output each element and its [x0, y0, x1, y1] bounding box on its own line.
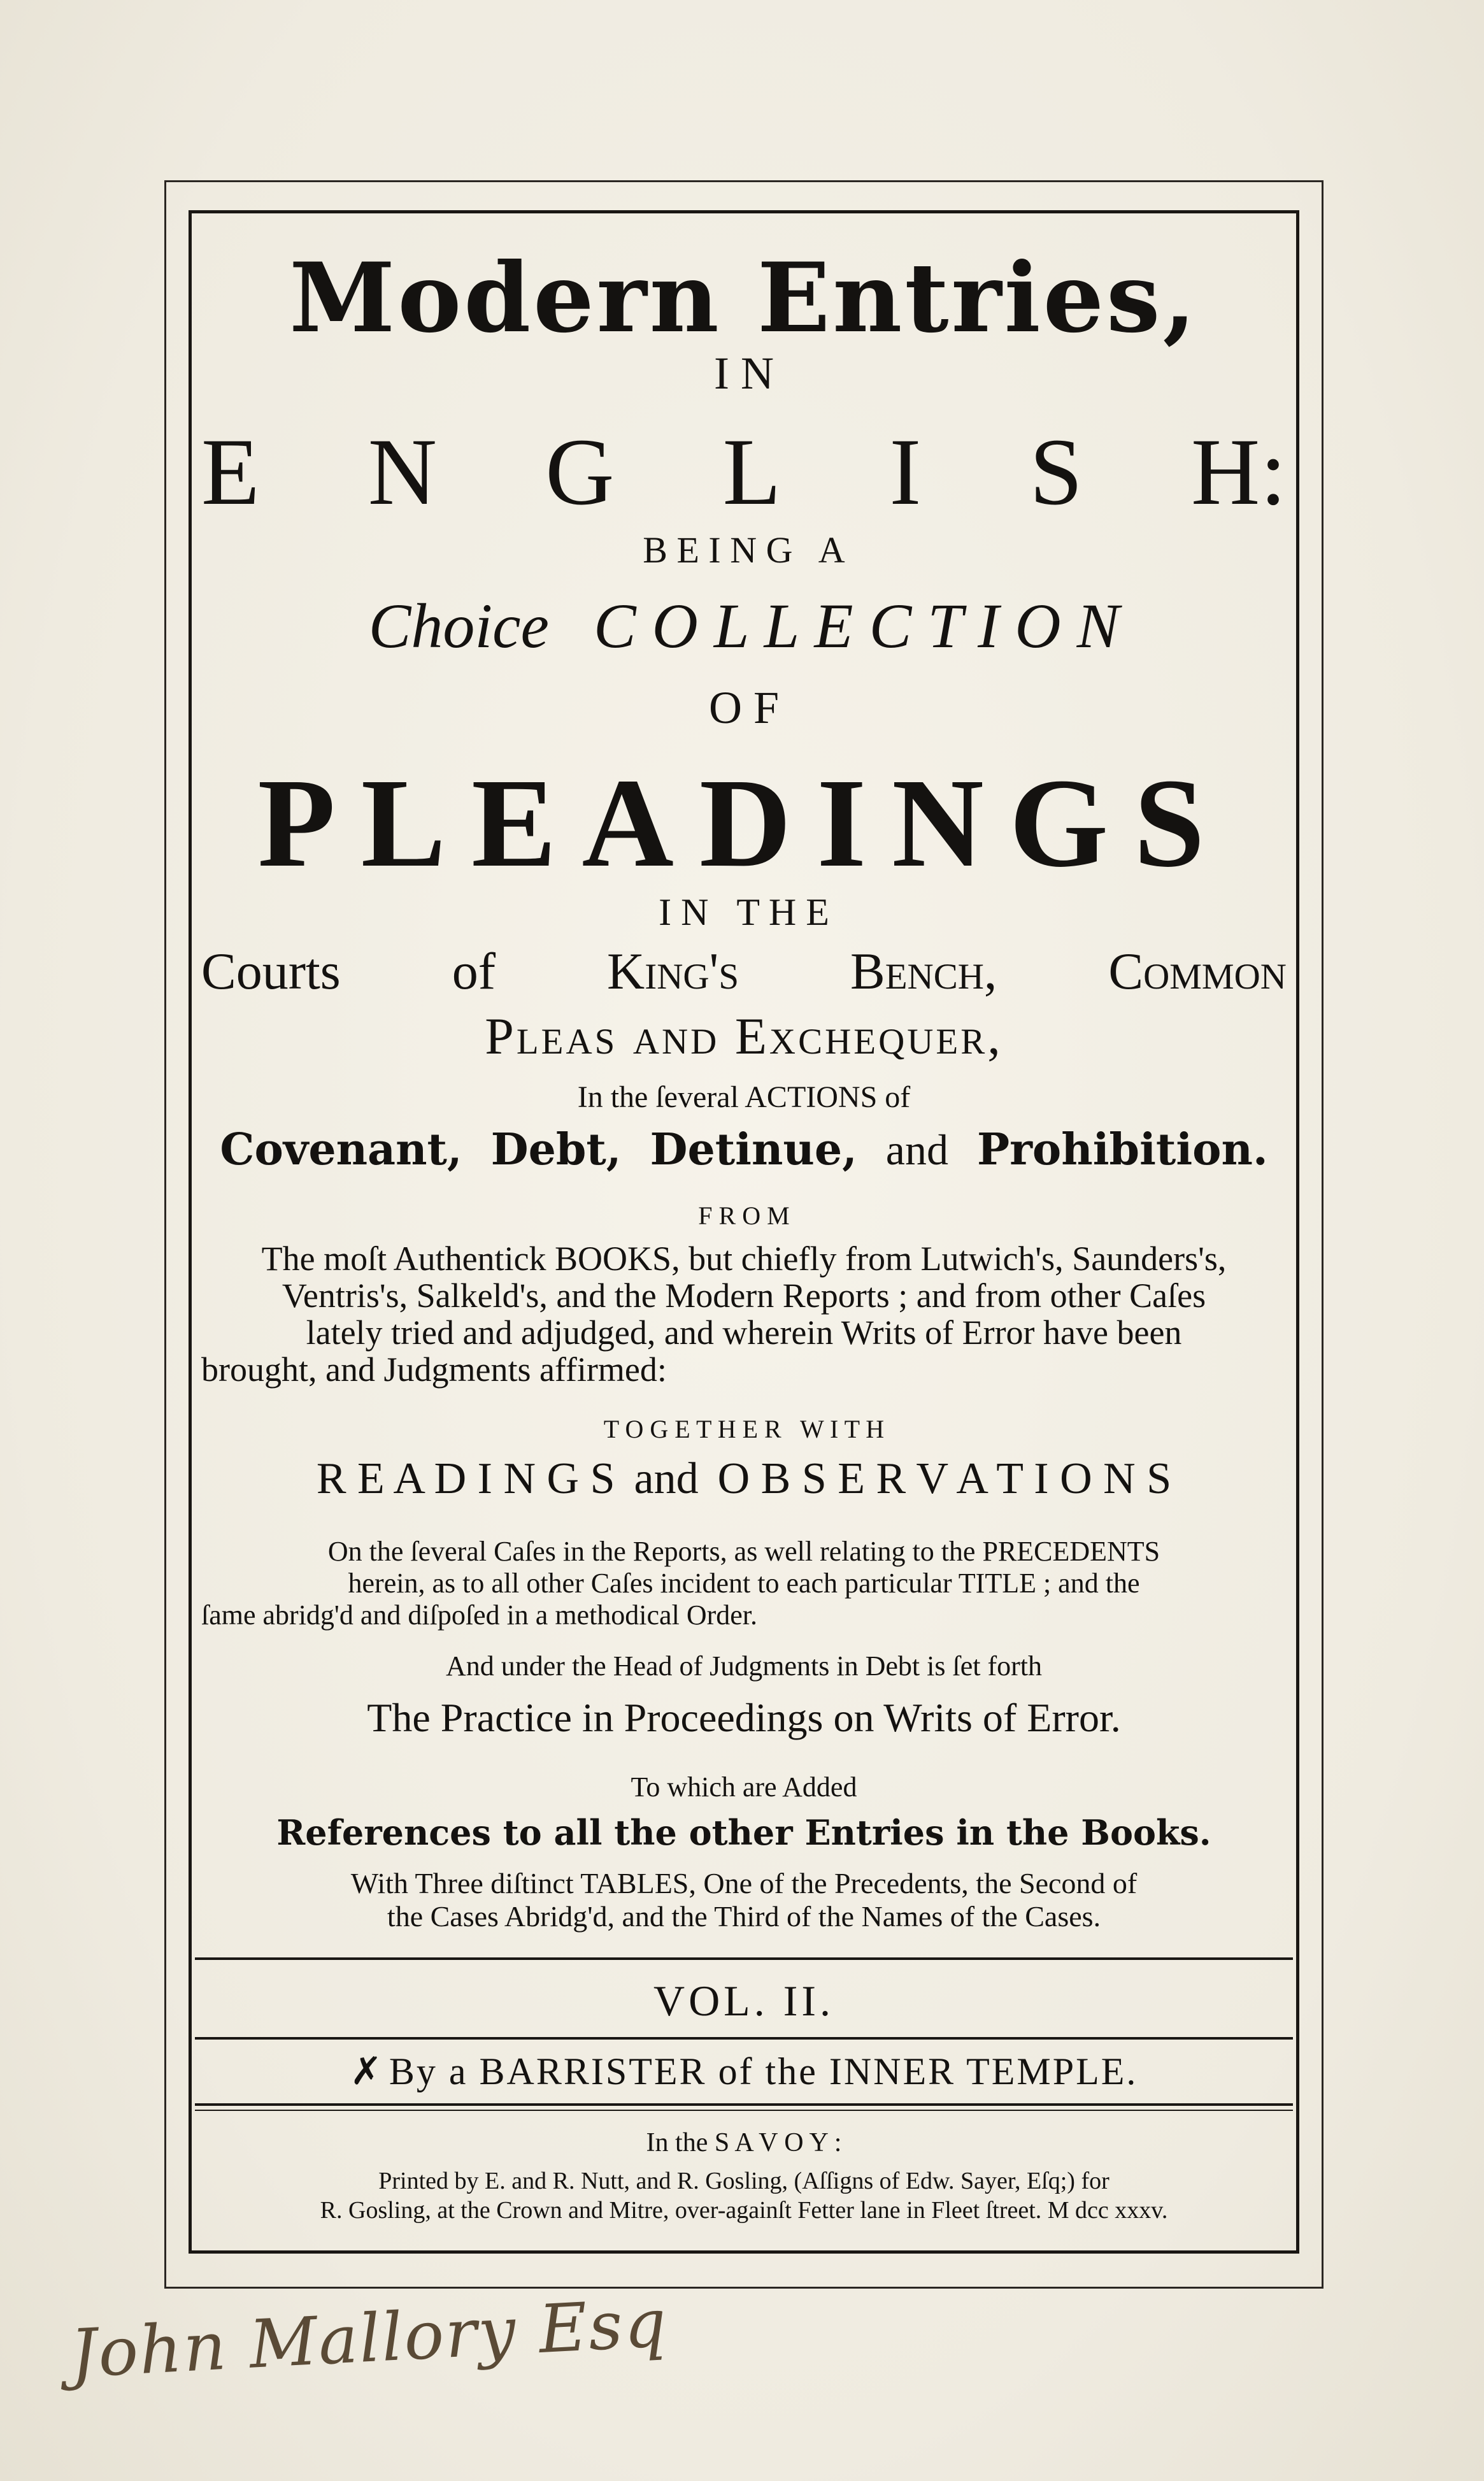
readings-word: O B S E R V A T I O N S [717, 1454, 1172, 1503]
books-line: lately tried and adjudged, and wherein Writs of Error have been [306, 1313, 1182, 1352]
actions-line: In the ſeveral ACTIONS of [577, 1080, 911, 1114]
volume-label: VOL. II. [653, 1977, 835, 2025]
head-line: And under the Head of Judgments in Debt is ſet forth [445, 1650, 1043, 1682]
rule-above-imprint-thin [195, 2110, 1293, 2111]
cases-line: ſame abridg'd and diſpoſed in a methodical Order. [201, 1599, 757, 1631]
english-line [201, 417, 1287, 527]
collection-line [195, 589, 1293, 662]
imprint-line: Printed by E. and R. Nutt, and R. Gosling, (Aſſigns of Edw. Sayer, Eſq;) for [378, 2168, 1109, 2194]
books-line: Ventris's, Salkeld's, and the Modern Reports ; and from other Caſes [282, 1276, 1206, 1315]
pencil-mark: ✗ [350, 2050, 384, 2092]
rule-above-imprint [195, 2103, 1293, 2106]
together-line: T O G E T H E R W I T H [603, 1415, 885, 1443]
in-the-line: I N T H E [659, 891, 829, 933]
courts-word: Common [1108, 942, 1287, 1000]
of-line: O F [708, 682, 780, 733]
tables-line: With Three diſtinct TABLES, One of the Precedents, the Second of [350, 1867, 1138, 1899]
english-letter: G [545, 419, 615, 525]
english-letter: N [367, 419, 438, 525]
tables-line: the Cases Abridg'd, and the Third of the Names of the Cases. [387, 1900, 1101, 1933]
courts-word: King's [607, 942, 739, 1000]
in-line: I N [714, 348, 774, 399]
action-name: Debt, [490, 1124, 622, 1175]
english-letter: I [889, 419, 922, 525]
being-a-line: B E I N G A [643, 529, 845, 571]
english-letter: L [722, 419, 781, 525]
books-line: brought, and Judgments affirmed: [201, 1350, 667, 1389]
courts-line [201, 941, 1287, 1001]
english-letter: S [1029, 419, 1083, 525]
collection-word: C O L L E C T I O N [593, 590, 1120, 661]
references-line: References to all the other Entries in the Books. [276, 1812, 1211, 1853]
choice-word: Choice [368, 590, 549, 661]
rule-above-vol [195, 1957, 1293, 1960]
from-line: F R O M [698, 1201, 790, 1230]
title-page [195, 217, 1293, 2247]
cases-line: herein, as to all other Caſes incident to each particular TITLE ; and the [348, 1568, 1140, 1599]
author-credit: By a BARRISTER of the INNER TEMPLE. [389, 2050, 1138, 2092]
readings-word: and [634, 1454, 699, 1503]
added-line: To which are Added [631, 1771, 857, 1803]
rule-below-vol [195, 2037, 1293, 2040]
courts-word: Courts [201, 942, 341, 1000]
action-name: Prohibition. [976, 1124, 1268, 1175]
action-conjunction: and [885, 1126, 948, 1174]
practice-line: The Practice in Proceedings on Writs of Error. [367, 1695, 1121, 1740]
courts-word: of [452, 942, 496, 1000]
pleadings-line: PLEADINGS [257, 753, 1231, 894]
handwritten-signature: John Mallory Esq [68, 2284, 669, 2393]
author-line [195, 2049, 1293, 2094]
savoy-line: In the S A V O Y : [646, 2128, 842, 2157]
english-letter: H: [1190, 419, 1287, 525]
english-letter: E [201, 419, 260, 525]
action-name: Detinue, [650, 1124, 857, 1175]
readings-word: R E A D I N G S [316, 1454, 615, 1503]
pleas-line: Pleas and Exchequer, [485, 1007, 1003, 1065]
books-line: The moſt Authentick BOOKS, but chiefly from Lutwich's, Saunders's, [261, 1240, 1227, 1278]
readings-line [195, 1454, 1293, 1505]
courts-word: Bench, [850, 942, 997, 1000]
action-name: Covenant, [220, 1124, 462, 1175]
book-title: Modern Entries, [289, 242, 1199, 354]
cases-line: On the ſeveral Caſes in the Reports, as well relating to the PRECEDENTS [327, 1536, 1160, 1567]
actions-list [195, 1124, 1293, 1175]
imprint-line: R. Gosling, at the Crown and Mitre, over-againſt Fetter lane in Fleet ſtreet. M dcc xxxv. [320, 2197, 1168, 2224]
